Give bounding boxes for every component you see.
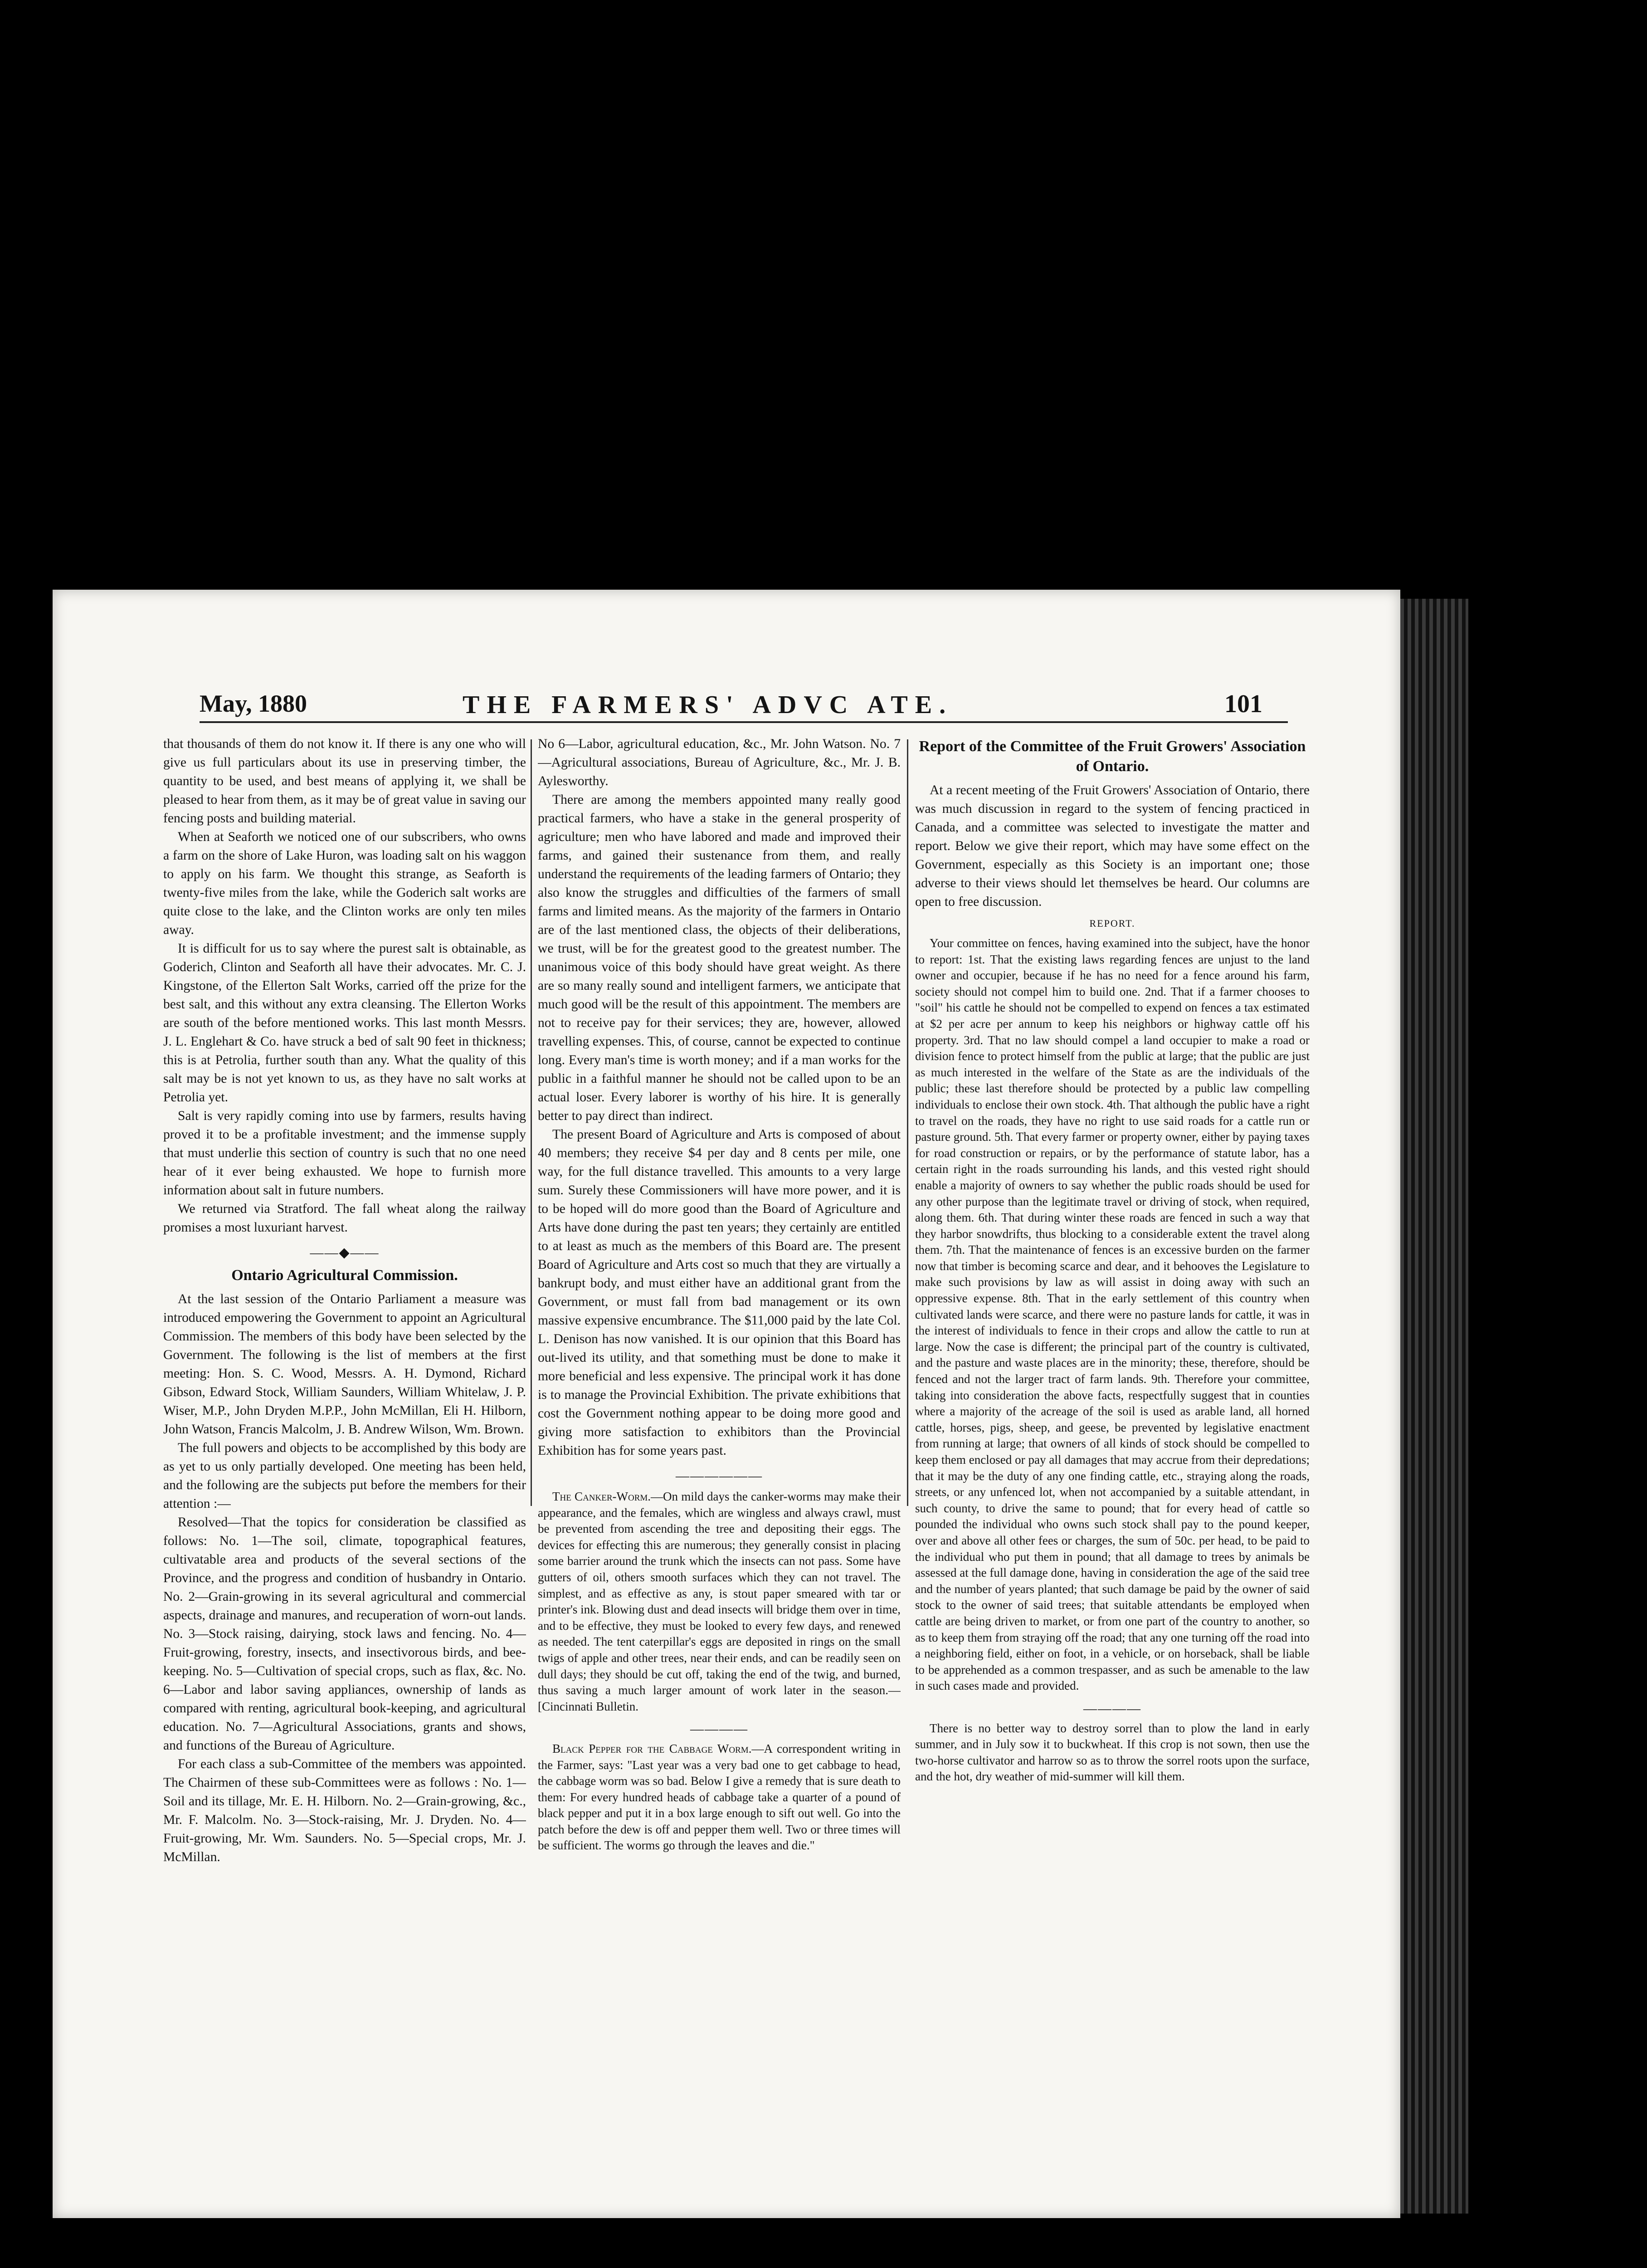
header-title: THE FARMERS' ADVC ATE. <box>463 691 953 719</box>
paragraph: No 6—Labor, agricultural education, &c., Mr. John Watson. No. 7—Agricultural associations, Bureau of Agriculture, &c., Mr. J. B. Aylesworthy. <box>538 737 901 788</box>
page-stack-edge <box>1400 599 1468 2214</box>
ornament-divider: —————— <box>676 1468 763 1483</box>
item-body: —A correspondent writing in the Farmer, says: "Last year was a very bad one to get cabbage to head, the cabbage worm was so bad. Below I give a remedy that is sure death to them: For every hundred heads of cabbage take a quarter of a pound of black pepper and put it in a box large enough to sift out well. Go into the patch before the dew is off and pepper them well. Two or three times will be sufficient. The worms go through the leaves and die." <box>538 1741 901 1853</box>
paragraph: that thousands of them do not know it. If there is any one who will give us full particulars about its use in preserving timber, the quantity to be used, and best means of applying it, we shall be pleased to hear from them, as it may be of great value in saving our fencing posts and building material. <box>163 737 526 826</box>
column-3 <box>915 735 1310 2204</box>
column-rule-1 <box>531 739 532 1506</box>
paragraph: It is difficult for us to say where the purest salt is obtainable, as Goderich, Clinton and Seaforth all have their advocates. Mr. C. J. Kingstone, of the Ellerton Salt Works, carried off the prize for the best salt, and this without any extra cleansing. The Ellerton Works are south of the before mentioned works. This last month Messrs. J. L. Englehart & Co. have struck a bed of salt 90 feet in thickness; this is at Petrolia, further south than any. What the quality of this salt may be is not yet known to us, as they have no salt works at Petrolia yet. <box>163 941 526 1105</box>
article-heading: Report of the Committee of the Fruit Growers' Association of Ontario. <box>919 738 1306 775</box>
report-body: Your committee on fences, having examined into the subject, have the honor to report: 1st. That the existing laws regarding fences are unjust to the land owner and occupier, because if he has no need for a fence around his farm, society should not compel him to build one. 2nd. That if a farmer chooses to "soil" his cattle he should not be compelled to expend on fences a tax estimated at $2 per acre per annum to keep his neighbors or highway cattle off his property. 3rd. That no law should compel a land occupier to make a road or division fence to protect himself from the public at large; that the public are just as much interested in the welfare of the State as are the individuals of the public; these last therefore should be protected by a public law compelling individuals to enclose their own stock. 4th. That although the public have a right to travel on the roads, they have no right to use said roads for a cattle run or pasture ground. 5th. That every farmer or property owner, either by paying taxes for road construction or repairs, or by the performance of statute labor, has a certain right in the roads surrounding his lands, and this vested right should enable a majority of owners to say whether the public roads should be used for any other purpose than the legitimate travel or driving of stock, when required, along them. 6th. That during winter these roads are fenced in such a way that they harbor snowdrifts, thus blocking to a considerable extent the travel along them. 7th. That the maintenance of fences is an excessive burden on the farmer now that timber is becoming scarce and dear, and it behooves the Legislature to make such provisions by law as will assist in doing away with such an oppressive expense. 8th. That in the early settlement of this country when cultivated lands were scarce, and there were no pasture lands for cattle, it was in the interest of individuals to fence in their crops and allow the cattle to run at large. Now the case is different; the principal part of the country is cultivated, and the pasture and waste places are in the minority; these, therefore, should be fenced and not the larger tract of farm lands. 9th. Therefore your committee, taking into consideration the above facts, respectfully suggest that in counties where a majority of the acreage of the soil is used as arable land, all horned cattle, horses, pigs, sheep, and geese, be prevented by legislative enactment from running at large; that owners of all kinds of stock should be compelled to keep them enclosed or pay all damages that may accrue from their depredations; that it may be the duty of any one finding cattle, etc., straying along the roads, streets, or any unfenced lot, when not accompanied by a suitable attendant, in such county, to drive the same to pound; that for every head of cattle so pounded the individual who owns such stock shall pay to the pound keeper, over and above all other fees or charges, the sum of 50c. per head, to be paid to the individual who put them in pound; that all damage to trees by animals be assessed at the full damage done, having in consideration the age of the said tree and the number of years planted; that such damage be paid by the owner of said stock to the owner of said trees; that suitable attendants be employed when cattle are being driven to market, or from one part of the country to another, so as to keep them from straying off the road; that any one turning off the road into a neighboring field, either on foot, in a vehicle, or on horseback, shall be liable to be apprehended as a common trespasser, and as such be amenable to the law in such cases made and provided. <box>915 936 1310 1693</box>
paragraph: There is no better way to destroy sorrel than to plow the land in early summer, and in July sow it to buckwheat. If this crop is not sown, then use the two-horse cultivator and harrow so as to throw the sorrel roots upon the surface, and the hot, dry weather of mid-summer will kill them. <box>915 1721 1310 1784</box>
paragraph: At the last session of the Ontario Parliament a measure was introduced empowering the Government to appoint an Agricultural Commission. The members of this body have been selected by the Government. The following is the list of members at the first meeting: Hon. S. C. Wood, Messrs. A. H. Dymond, Richard Gibson, Edward Stock, William Saunders, William Whitelaw, J. P. Wiser, M.P., John Dryden M.P.P., John McMillan, Eli H. Hilborn, John Watson, Francis Malcolm, J. B. Andrew Wilson, Wm. Brown. <box>163 1292 526 1437</box>
article-heading: Ontario Agricultural Commission. <box>231 1267 458 1284</box>
item-title: Black Pepper for the Cabbage Worm. <box>552 1741 752 1755</box>
column-rule-2 <box>907 739 908 1506</box>
column-2 <box>538 735 901 2204</box>
ornament-divider: ——◆—— <box>310 1245 380 1260</box>
paragraph: There are among the members appointed many really good practical farmers, who have a stake in the general prosperity of agriculture; men who have labored and made and improved their farms, and gained their sustenance from them, and really understand the requirements of the leading farmers of Ontario; they also know the struggles and difficulties of the farmers of small farms and limited means. As the majority of the farmers in Ontario are of the last mentioned class, the objects of their deliberations, we trust, will be for the greatest good to the greatest number. The unanimous voice of this body should have great weight. As there are so many really sound and intelligent farmers, we anticipate that much good will be the result of this appointment. The members are not to receive pay for their services; they are, however, allowed travelling expenses. This, of course, cannot be expected to continue long. Every man's time is worth money; and if a man works for the public in a faithful manner he should not be called upon to be an actual loser. Every laborer is worthy of his hire. It is generally better to pay direct than indirect. <box>538 792 901 1123</box>
ornament-divider: ———— <box>690 1721 748 1737</box>
paragraph: We returned via Stratford. The fall wheat along the railway promises a most luxuriant harvest. <box>163 1202 526 1235</box>
paragraph: When at Seaforth we noticed one of our subscribers, who owns a farm on the shore of Lake Huron, was loading salt on his waggon to apply on his farm. We thought this strange, as Seaforth is twenty-five miles from the lake, while the Goderich salt works are quite close to the lake, and the Clinton works are only ten miles away. <box>163 830 526 937</box>
header-page-number: 101 <box>1224 690 1262 718</box>
paragraph: The present Board of Agriculture and Arts is composed of about 40 members; they receive $4 per day and 8 cents per mile, one way, for the full distance travelled. This amounts to a very large sum. Surely these Commissioners will have more power, and it is to be hoped will do more good than the Board of Agriculture and Arts have done during the past ten years; they certainly are entitled to at least as much as the members of this Board are. The present Board of Agriculture and Arts cost so much that they are virtually a bankrupt body, and must either have an additional grant from the Government, or must fall from bad management or its own massive expensive encumbrance. The $11,000 paid by the late Col. L. Denison has now vanished. It is our opinion that this Board has out-lived its utility, and that something must be done to make it more beneficial and less expensive. The principal work it has done is to manage the Provincial Exhibition. The private exhibitions that cost the Government nothing appear to be doing more good and giving more satisfaction to exhibitors than the Provincial Exhibition has for some years past. <box>538 1127 901 1458</box>
paragraph: For each class a sub-Committee of the members was appointed. The Chairmen of these sub-Committees were as follows : No. 1—Soil and its tillage, Mr. E. H. Hilborn. No. 2—Grain-growing, &c., Mr. F. Malcolm. No. 3—Stock-raising, Mr. J. Dryden. No. 4—Fruit-growing, Mr. Wm. Saunders. No. 5—Special crops, Mr. J. McMillan. <box>163 1757 526 1864</box>
paragraph: Salt is very rapidly coming into use by farmers, results having proved it to be a profitable investment; and the immense supply that must underlie this section of country is such that no one need hear of it ever being exhausted. We hope to furnish more information about salt in future numbers. <box>163 1109 526 1198</box>
ornament-divider: ———— <box>1083 1701 1141 1716</box>
item-paragraph <box>538 1489 901 1715</box>
paragraph: Resolved—That the topics for consideration be classified as follows: No. 1—The soil, climate, topographical features, cultivatable area and products of the several sections of the Province, and the progress and condition of husbandry in Ontario. No. 2—Grain-growing in its several agricultural and commercial aspects, drainage and manures, and recuperation of worn-out lands. No. 3—Stock raising, dairying, stock laws and fencing. No. 4—Fruit-growing, forestry, insects, and insectivorous birds, and bee-keeping. No. 5—Cultivation of special crops, such as flax, &c. No. 6—Labor and labor saving appliances, ownership of lands as compared with renting, agricultural book-keeping, and agricultural education. No. 7—Agricultural Associations, grants and shows, and functions of the Bureau of Agriculture. <box>163 1515 526 1753</box>
item-body: —On mild days the canker-worms may make their appearance, and the females, which are wingless and always crawl, must be prevented from ascending the tree and depositing their eggs. The devices for effecting this are numerous; they generally consist in placing some barrier around the trunk which the insects can not pass. Some have gutters of oil, others smooth surfaces which they can not travel. The simplest, and as effective as any, is stout paper smeared with tar or printer's ink. Blowing dust and dead insects will bridge them over in time, and to be effective, they must be looked to every few days, and renewed as needed. The tent caterpillar's eggs are deposited in rings on the small twigs of apple and other trees, near their ends, and can be readily seen on dull days; they should be cut off, taking the end of the twig, and burned, thus saving a much larger amount of work later in the season.—[Cincinnati Bulletin. <box>538 1490 901 1713</box>
paragraph: The full powers and objects to be accomplished by this body are as yet to us only partially developed. One meeting has been held, and the following are the subjects put before the members for their attention :— <box>163 1441 526 1511</box>
header-date: May, 1880 <box>200 690 307 717</box>
column-1 <box>163 735 526 2204</box>
paragraph: At a recent meeting of the Fruit Growers' Association of Ontario, there was much discussion in regard to the system of fencing practiced in Canada, and a committee was selected to investigate the matter and report. Below we give their report, which may have some effect on the Government, especially as this Society is an important one; those adverse to their views should let themselves be heard. Our columns are open to free discussion. <box>915 783 1310 909</box>
item-paragraph <box>538 1741 901 1854</box>
report-label: REPORT. <box>1089 918 1135 929</box>
item-title: The Canker-Worm. <box>552 1490 651 1503</box>
